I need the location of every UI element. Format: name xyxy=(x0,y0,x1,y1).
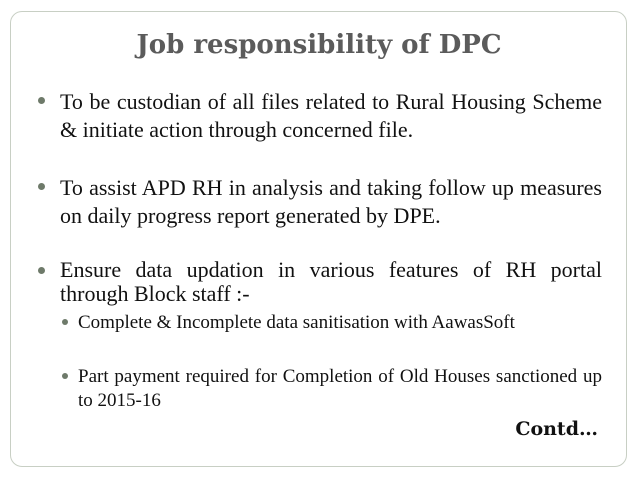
bullet-item-1 xyxy=(38,88,602,144)
bullet-text: To assist APD RH in analysis and taking follow up measures on daily progress report generated by DPE. xyxy=(60,175,602,228)
slide-title: Job responsibility of DPC xyxy=(136,30,502,60)
bullet-item-3 xyxy=(38,258,602,306)
sub-bullet-item-2 xyxy=(62,365,602,413)
bullet-item-2 xyxy=(38,174,602,230)
bullet-dot-icon xyxy=(38,267,45,274)
sub-bullet-item-1 xyxy=(62,311,602,335)
sub-bullet-text: Complete & Incomplete data sanitisation with AawasSoft xyxy=(78,312,515,333)
bullet-dot-icon xyxy=(62,373,68,379)
sub-bullet-text: Part payment required for Completion of Old Houses sanctioned up to 2015-16 xyxy=(78,366,602,411)
bullet-dot-icon xyxy=(38,97,45,104)
bullet-dot-icon xyxy=(38,183,45,190)
continued-label: Contd… xyxy=(515,418,598,440)
bullet-dot-icon xyxy=(62,319,68,325)
bullet-text: To be custodian of all files related to Rural Housing Scheme & initiate action through concerned file. xyxy=(60,89,602,142)
bullet-text: Ensure data updation in various features of RH portal through Block staff :- xyxy=(60,257,602,306)
